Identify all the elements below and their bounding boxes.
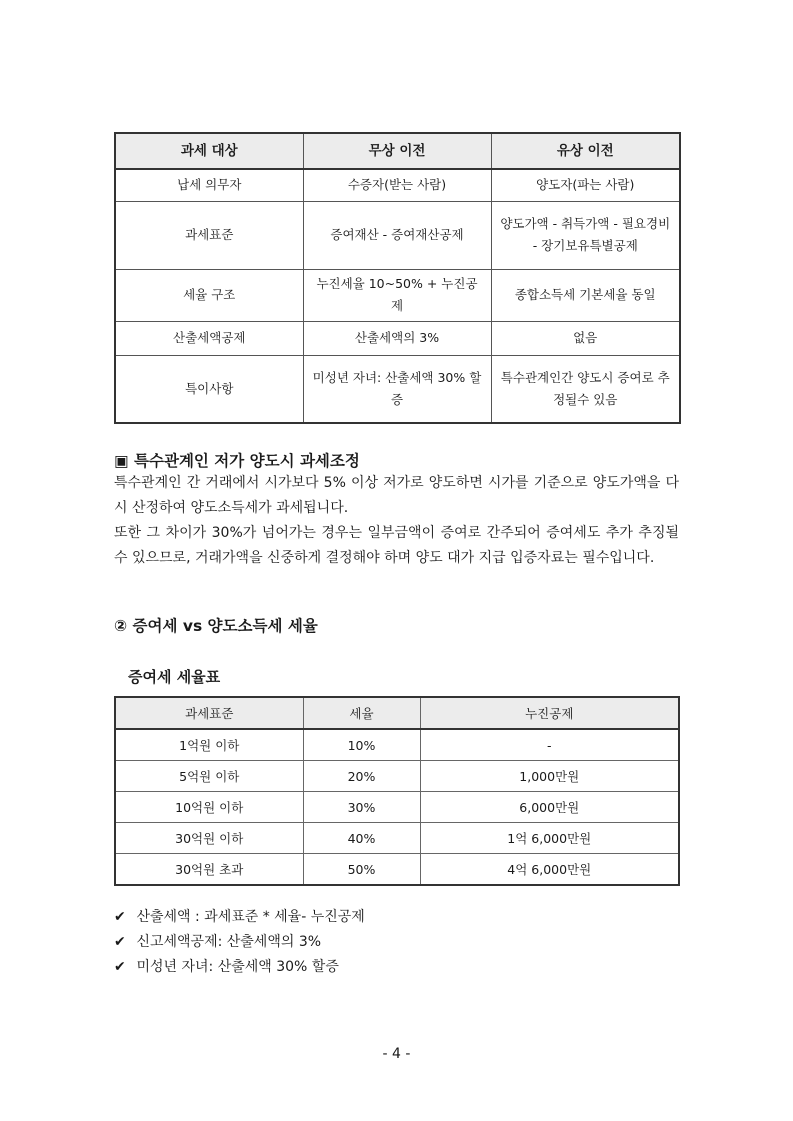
table-row (115, 355, 680, 423)
paragraph: 특수관계인 간 거래에서 시가보다 5% 이상 저가로 양도하면 시가를 기준으로 양도가액을 다시 산정하여 양도소득세가 과세됩니다. (114, 475, 679, 516)
table-row (115, 321, 680, 355)
table-cell: 5억원 이하 (115, 761, 303, 792)
table-cell: 1,000만원 (420, 761, 679, 792)
table-header-row (115, 697, 679, 729)
note-text: 산출세액 : 과세표준 * 세율- 누진공제 (136, 909, 365, 925)
section-heading: ② 증여세 vs 양도소득세 세율 (114, 617, 318, 635)
table-cell: 30% (303, 792, 420, 823)
table-cell: 증여재산 - 증여재산공제 (303, 201, 491, 269)
table-row (115, 201, 680, 269)
page-number: - 4 - (382, 1046, 411, 1062)
list-item (114, 955, 365, 980)
table-cell: 10억원 이하 (115, 792, 303, 823)
table-row (115, 169, 680, 201)
note-text: 미성년 자녀: 산출세액 30% 할증 (136, 959, 339, 975)
column-header: 과세표준 (115, 697, 303, 729)
table-cell: 특이사항 (115, 355, 303, 423)
table-cell: 10% (303, 729, 420, 761)
table-cell: 수증자(받는 사람) (303, 169, 491, 201)
table-row (115, 729, 679, 761)
table-cell: 양도가액 - 취득가액 - 필요경비 - 장기보유특별공제 (491, 201, 680, 269)
table-cell: 미성년 자녀: 산출세액 30% 할증 (303, 355, 491, 423)
section-heading: ▣ 특수관계인 저가 양도시 과세조정 (114, 452, 360, 470)
notes-list (114, 905, 365, 980)
table-cell: 40% (303, 823, 420, 854)
column-header: 누진공제 (420, 697, 679, 729)
table-cell: 1억원 이하 (115, 729, 303, 761)
table-cell: 없음 (491, 321, 680, 355)
subsection-heading: 증여세 세율표 (128, 668, 221, 686)
check-icon: ✔ (114, 959, 126, 975)
table-cell: 1억 6,000만원 (420, 823, 679, 854)
table-row (115, 854, 679, 886)
column-header: 무상 이전 (303, 133, 491, 169)
table-row (115, 792, 679, 823)
column-header: 유상 이전 (491, 133, 680, 169)
gift-tax-rate-table (114, 696, 680, 886)
table-cell: 산출세액공제 (115, 321, 303, 355)
table-header-row (115, 133, 680, 169)
list-item (114, 930, 365, 955)
table-cell: 30억원 이하 (115, 823, 303, 854)
table-cell: 4억 6,000만원 (420, 854, 679, 886)
table-row (115, 761, 679, 792)
table-cell: 30억원 초과 (115, 854, 303, 886)
column-header: 세율 (303, 697, 420, 729)
table-cell: 과세표준 (115, 201, 303, 269)
table-cell: 납세 의무자 (115, 169, 303, 201)
table-cell: 산출세액의 3% (303, 321, 491, 355)
check-icon: ✔ (114, 909, 126, 925)
table-cell: 6,000만원 (420, 792, 679, 823)
table-cell: - (420, 729, 679, 761)
table-cell: 누진세율 10~50% + 누진공제 (303, 269, 491, 321)
table-cell: 특수관계인간 양도시 증여로 추정될수 있음 (491, 355, 680, 423)
column-header: 과세 대상 (115, 133, 303, 169)
table-row (115, 269, 680, 321)
table-row (115, 823, 679, 854)
table-cell: 50% (303, 854, 420, 886)
paragraph: 또한 그 차이가 30%가 넘어가는 경우는 일부금액이 증여로 간주되어 증여세도 추가 추징될 수 있으므로, 거래가액을 신중하게 결정해야 하며 양도 대가 지급 입증자료는 필수입니다. (114, 525, 679, 566)
body-text (114, 471, 679, 571)
table-cell: 세율 구조 (115, 269, 303, 321)
table-cell: 20% (303, 761, 420, 792)
list-item (114, 905, 365, 930)
table-cell: 양도자(파는 사람) (491, 169, 680, 201)
transfer-comparison-table (114, 132, 681, 424)
check-icon: ✔ (114, 934, 126, 950)
table-cell: 종합소득세 기본세율 동일 (491, 269, 680, 321)
note-text: 신고세액공제: 산출세액의 3% (136, 934, 322, 950)
